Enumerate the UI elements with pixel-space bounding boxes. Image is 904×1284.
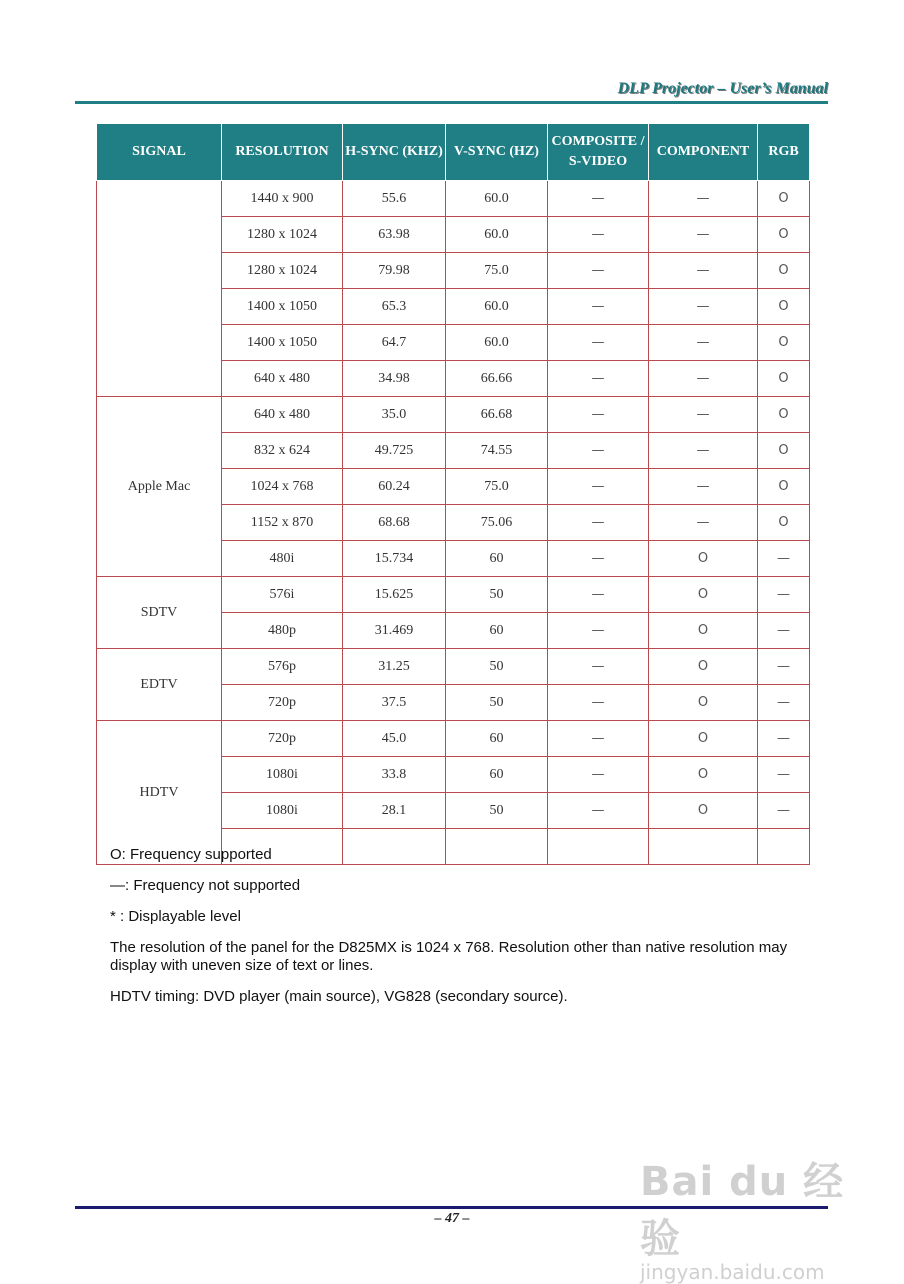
cell-h-sync: 15.625 bbox=[343, 577, 446, 613]
cell-v-sync: 60.0 bbox=[446, 181, 548, 217]
note-legend-displayable: * : Displayable level bbox=[110, 908, 241, 925]
cell-composite: — bbox=[548, 433, 649, 469]
signal-compatibility-table bbox=[96, 123, 810, 865]
cell-v-sync: 60.0 bbox=[446, 325, 548, 361]
table-row bbox=[97, 649, 810, 685]
cell-component: O bbox=[649, 721, 758, 757]
col-header-component: COMPONENT bbox=[649, 124, 758, 181]
cell-v-sync: 60 bbox=[446, 757, 548, 793]
cell-composite: — bbox=[548, 685, 649, 721]
cell-v-sync: 75.0 bbox=[446, 469, 548, 505]
cell-composite: — bbox=[548, 793, 649, 829]
cell-h-sync: 31.469 bbox=[343, 613, 446, 649]
cell-component: — bbox=[649, 433, 758, 469]
cell-signal: EDTV bbox=[97, 649, 222, 721]
cell-v-sync: 75.0 bbox=[446, 253, 548, 289]
cell-resolution: 1280 x 1024 bbox=[222, 217, 343, 253]
cell-v-sync: 74.55 bbox=[446, 433, 548, 469]
table-row bbox=[97, 181, 810, 217]
cell-h-sync: 63.98 bbox=[343, 217, 446, 253]
cell-component: O bbox=[649, 793, 758, 829]
cell-composite: — bbox=[548, 721, 649, 757]
note-hdtv-timing: HDTV timing: DVD player (main source), VG828 (secondary source). bbox=[110, 988, 568, 1005]
page-number: – 47 – bbox=[434, 1211, 470, 1226]
cell-component: O bbox=[649, 541, 758, 577]
table-body bbox=[97, 181, 810, 865]
note-legend-supported: O: Frequency supported bbox=[110, 846, 272, 863]
cell-component: — bbox=[649, 397, 758, 433]
cell-composite: — bbox=[548, 757, 649, 793]
cell-h-sync: 34.98 bbox=[343, 361, 446, 397]
col-header-resolution: RESOLUTION bbox=[222, 124, 343, 181]
cell-component: — bbox=[649, 505, 758, 541]
cell-resolution: 1152 x 870 bbox=[222, 505, 343, 541]
col-header-composite: COMPOSITE / S-VIDEO bbox=[548, 124, 649, 181]
cell-h-sync: 31.25 bbox=[343, 649, 446, 685]
table-row bbox=[97, 721, 810, 757]
cell-component: — bbox=[649, 325, 758, 361]
cell-composite: — bbox=[548, 325, 649, 361]
notes-section bbox=[110, 846, 810, 1019]
cell-resolution: 1080i bbox=[222, 793, 343, 829]
cell-h-sync: 68.68 bbox=[343, 505, 446, 541]
cell-component: — bbox=[649, 253, 758, 289]
cell-component: — bbox=[649, 469, 758, 505]
cell-composite: — bbox=[548, 469, 649, 505]
cell-resolution: 640 x 480 bbox=[222, 361, 343, 397]
cell-resolution: 1280 x 1024 bbox=[222, 253, 343, 289]
col-header-h-sync: H-SYNC (KHZ) bbox=[343, 124, 446, 181]
cell-resolution: 480p bbox=[222, 613, 343, 649]
table-row bbox=[97, 397, 810, 433]
col-header-v-sync: V-SYNC (HZ) bbox=[446, 124, 548, 181]
cell-resolution: 1080i bbox=[222, 757, 343, 793]
cell-rgb: — bbox=[758, 757, 810, 793]
cell-h-sync: 49.725 bbox=[343, 433, 446, 469]
table-row bbox=[97, 577, 810, 613]
cell-composite: — bbox=[548, 181, 649, 217]
cell-v-sync: 50 bbox=[446, 793, 548, 829]
cell-rgb: O bbox=[758, 253, 810, 289]
cell-component: O bbox=[649, 613, 758, 649]
cell-component: O bbox=[649, 685, 758, 721]
cell-rgb: — bbox=[758, 721, 810, 757]
cell-composite: — bbox=[548, 577, 649, 613]
cell-composite: — bbox=[548, 217, 649, 253]
cell-resolution: 1400 x 1050 bbox=[222, 289, 343, 325]
cell-rgb: O bbox=[758, 433, 810, 469]
cell-composite: — bbox=[548, 649, 649, 685]
col-header-rgb: RGB bbox=[758, 124, 810, 181]
cell-h-sync: 28.1 bbox=[343, 793, 446, 829]
cell-h-sync: 79.98 bbox=[343, 253, 446, 289]
cell-component: — bbox=[649, 289, 758, 325]
cell-resolution: 1440 x 900 bbox=[222, 181, 343, 217]
col-header-signal: SIGNAL bbox=[97, 124, 222, 181]
cell-rgb: O bbox=[758, 325, 810, 361]
note-legend-not-supported: —: Frequency not supported bbox=[110, 877, 301, 894]
cell-composite: — bbox=[548, 289, 649, 325]
cell-rgb: O bbox=[758, 289, 810, 325]
cell-composite: — bbox=[548, 397, 649, 433]
cell-v-sync: 66.66 bbox=[446, 361, 548, 397]
cell-component: O bbox=[649, 757, 758, 793]
cell-component: — bbox=[649, 181, 758, 217]
cell-signal: SDTV bbox=[97, 577, 222, 649]
cell-h-sync: 37.5 bbox=[343, 685, 446, 721]
cell-resolution: 480i bbox=[222, 541, 343, 577]
cell-signal: Apple Mac bbox=[97, 397, 222, 577]
header-divider bbox=[75, 101, 828, 104]
cell-h-sync: 45.0 bbox=[343, 721, 446, 757]
cell-v-sync: 66.68 bbox=[446, 397, 548, 433]
manual-title: DLP Projector – User’s Manual bbox=[617, 80, 828, 97]
cell-h-sync: 65.3 bbox=[343, 289, 446, 325]
cell-rgb: — bbox=[758, 577, 810, 613]
cell-rgb: — bbox=[758, 685, 810, 721]
cell-resolution: 720p bbox=[222, 685, 343, 721]
cell-h-sync: 33.8 bbox=[343, 757, 446, 793]
cell-resolution: 576p bbox=[222, 649, 343, 685]
cell-v-sync: 60 bbox=[446, 721, 548, 757]
cell-rgb: O bbox=[758, 361, 810, 397]
note-native-resolution: The resolution of the panel for the D825MX is 1024 x 768. Resolution other than native resolution may display with uneven size of text or lines. bbox=[110, 939, 788, 974]
cell-component: O bbox=[649, 649, 758, 685]
cell-rgb: O bbox=[758, 469, 810, 505]
footer-divider bbox=[75, 1206, 828, 1209]
cell-composite: — bbox=[548, 505, 649, 541]
cell-resolution: 640 x 480 bbox=[222, 397, 343, 433]
cell-resolution: 832 x 624 bbox=[222, 433, 343, 469]
cell-resolution: 720p bbox=[222, 721, 343, 757]
cell-rgb: — bbox=[758, 613, 810, 649]
cell-signal: HDTV bbox=[97, 721, 222, 865]
cell-h-sync: 55.6 bbox=[343, 181, 446, 217]
cell-h-sync: 64.7 bbox=[343, 325, 446, 361]
cell-rgb: O bbox=[758, 397, 810, 433]
cell-rgb: O bbox=[758, 505, 810, 541]
cell-rgb: O bbox=[758, 217, 810, 253]
cell-h-sync: 15.734 bbox=[343, 541, 446, 577]
cell-v-sync: 60 bbox=[446, 541, 548, 577]
cell-signal bbox=[97, 181, 222, 397]
cell-component: O bbox=[649, 577, 758, 613]
cell-composite: — bbox=[548, 361, 649, 397]
cell-v-sync: 50 bbox=[446, 577, 548, 613]
cell-v-sync: 50 bbox=[446, 649, 548, 685]
cell-rgb: — bbox=[758, 793, 810, 829]
cell-rgb: — bbox=[758, 541, 810, 577]
cell-v-sync: 60.0 bbox=[446, 217, 548, 253]
cell-resolution: 1024 x 768 bbox=[222, 469, 343, 505]
cell-rgb: — bbox=[758, 649, 810, 685]
cell-h-sync: 35.0 bbox=[343, 397, 446, 433]
table-header-row bbox=[97, 124, 810, 181]
cell-composite: — bbox=[548, 613, 649, 649]
cell-component: — bbox=[649, 217, 758, 253]
cell-component: — bbox=[649, 361, 758, 397]
baidu-watermark bbox=[640, 1150, 855, 1284]
cell-v-sync: 50 bbox=[446, 685, 548, 721]
cell-v-sync: 75.06 bbox=[446, 505, 548, 541]
cell-h-sync: 60.24 bbox=[343, 469, 446, 505]
cell-resolution: 1400 x 1050 bbox=[222, 325, 343, 361]
cell-v-sync: 60.0 bbox=[446, 289, 548, 325]
cell-composite: — bbox=[548, 541, 649, 577]
cell-resolution: 576i bbox=[222, 577, 343, 613]
cell-rgb: O bbox=[758, 181, 810, 217]
watermark-brand: Bai du 经验 bbox=[640, 1159, 845, 1262]
watermark-url: jingyan.baidu.com bbox=[640, 1260, 825, 1284]
cell-v-sync: 60 bbox=[446, 613, 548, 649]
cell-composite: — bbox=[548, 253, 649, 289]
